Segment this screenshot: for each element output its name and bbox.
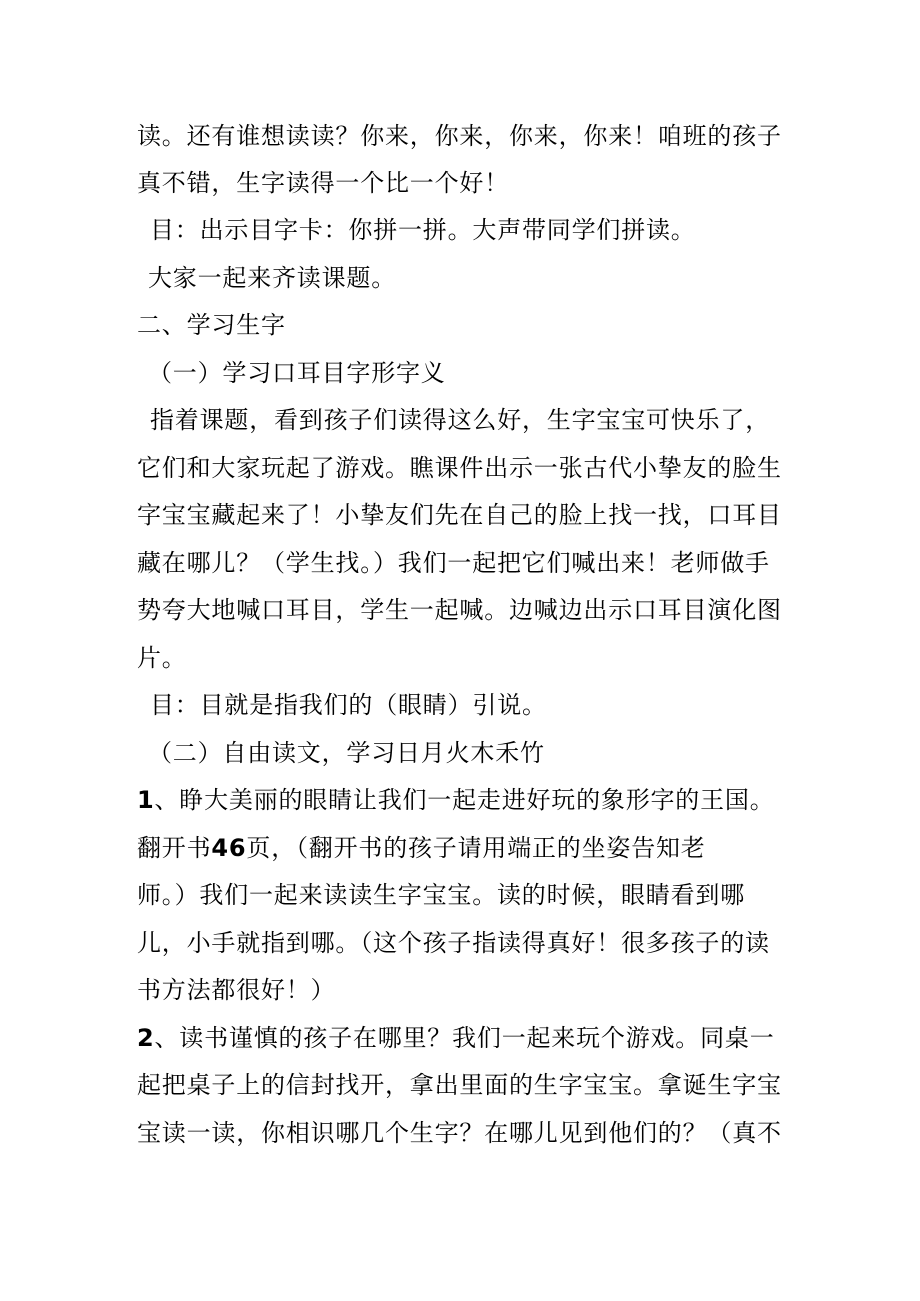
numbered-line [137, 1026, 775, 1052]
text-line [137, 836, 706, 862]
text-line: 目：目就是指我们的（眼睛）引说。 [150, 691, 547, 719]
subsection-heading: （一）学习口耳目字形字义 [148, 359, 446, 387]
text-line: 片。 [137, 644, 187, 672]
item-number: 1 [137, 786, 155, 814]
text-run: 翻开书 [137, 834, 212, 862]
text-line: 大家一起来齐读课题。 [148, 264, 396, 292]
text-line: 藏在哪儿？（学生找。）我们一起把它们喊出来！老师做手 [137, 549, 770, 577]
text-run: 、睁大美丽的眼睛让我们一起走进好玩的象形字的王国。 [154, 786, 775, 814]
section-heading: 二、学习生字 [137, 311, 286, 339]
text-line: 势夸大地喊口耳目，学生一起喊。边喊边出示口耳目演化图 [137, 596, 782, 624]
text-line: 字宝宝藏起来了！小挚友们先在自己的脸上找一找，口耳目 [137, 501, 782, 529]
text-line: 师。）我们一起来读读生字宝宝。读的时候，眼睛看到哪 [137, 881, 745, 909]
text-run: 、读书谨慎的孩子在哪里？我们一起来玩个游戏。同桌一 [154, 1024, 775, 1052]
text-line: 读。还有谁想读读？你来，你来，你来，你来！咱班的孩子 [137, 122, 782, 150]
numbered-line [137, 788, 775, 814]
subsection-heading: （二）自由读文，学习日月火木禾竹 [148, 739, 545, 767]
text-line: 书方法都很好！） [137, 976, 336, 1004]
text-line: 儿，小手就指到哪。（这个孩子指读得真好！很多孩子的读 [137, 929, 770, 957]
text-line: 宝读一读，你相识哪几个生字？在哪儿见到他们的？（真不 [137, 1119, 782, 1147]
text-line: 真不错，生字读得一个比一个好！ [137, 169, 509, 197]
page-number: 46 [211, 834, 247, 862]
item-number: 2 [137, 1024, 155, 1052]
text-line: 起把桌子上的信封找开，拿出里面的生字宝宝。拿诞生字宝 [137, 1071, 782, 1099]
text-run: 页，（翻开书的孩子请用端正的坐姿告知老 [246, 834, 706, 862]
text-line: 它们和大家玩起了游戏。瞧课件出示一张古代小挚友的脸生 [137, 454, 782, 482]
text-line: 指着课题，看到孩子们读得这么好，生字宝宝可快乐了， [150, 406, 770, 434]
text-line: 目：出示目字卡：你拼一拼。大声带同学们拼读。 [150, 216, 696, 244]
